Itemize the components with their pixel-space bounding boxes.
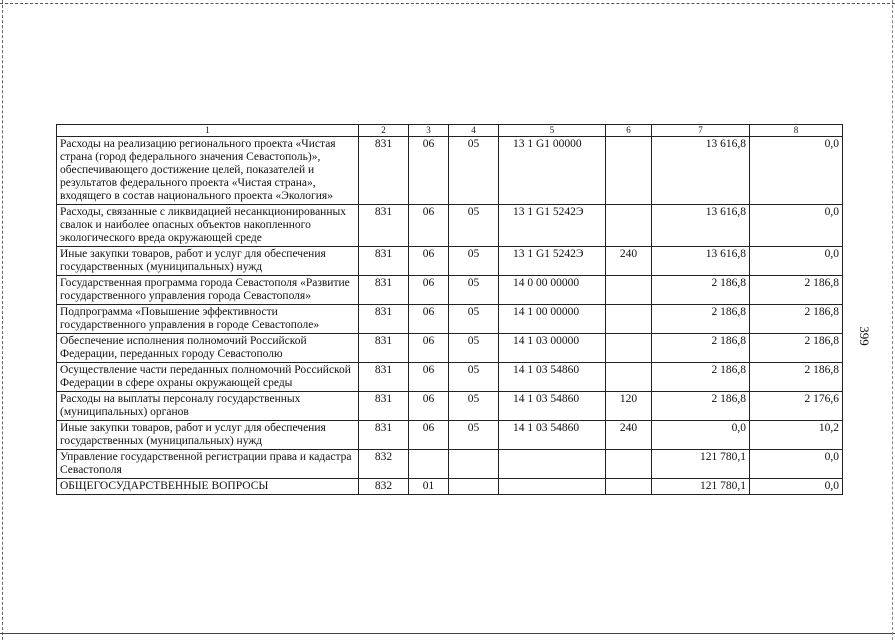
header-cell: 1 <box>57 125 359 137</box>
row-admin-code: 831 <box>359 247 409 276</box>
row-amount-2: 2 186,8 <box>750 276 843 305</box>
row-section: 06 <box>409 247 449 276</box>
page-number: 399 <box>857 326 872 346</box>
scan-edge-bottom <box>0 633 895 634</box>
row-target-code: 14 1 03 54860 <box>499 421 606 450</box>
row-name: Иные закупки товаров, работ и услуг для обеспечения государственных (муниципальных) нужд <box>57 247 359 276</box>
row-expense-type <box>606 479 652 495</box>
table-row <box>57 137 843 205</box>
header-cell: 3 <box>409 125 449 137</box>
row-amount-2: 0,0 <box>750 205 843 247</box>
row-subsection: 05 <box>449 247 499 276</box>
header-cell: 6 <box>606 125 652 137</box>
row-amount-2: 2 186,8 <box>750 334 843 363</box>
row-admin-code: 831 <box>359 334 409 363</box>
row-admin-code: 831 <box>359 137 409 205</box>
row-amount-2: 0,0 <box>750 479 843 495</box>
row-amount-2: 0,0 <box>750 247 843 276</box>
table-row <box>57 276 843 305</box>
row-target-code: 14 1 03 00000 <box>499 334 606 363</box>
header-cell: 2 <box>359 125 409 137</box>
row-subsection: 05 <box>449 421 499 450</box>
row-admin-code: 832 <box>359 479 409 495</box>
row-target-code: 13 1 G1 5242Э <box>499 205 606 247</box>
row-name: Расходы на реализацию регионального проекта «Чистая страна (город федерального значения Севастополь)», обеспечивающего достижение целей, показателей и результатов федерального проекта «Чистая страна», входящего в состав национального проекта «Экология» <box>57 137 359 205</box>
row-amount-2: 0,0 <box>750 450 843 479</box>
row-admin-code: 831 <box>359 205 409 247</box>
row-subsection: 05 <box>449 137 499 205</box>
row-name: Подпрограмма «Повышение эффективности государственного управления в городе Севастополе» <box>57 305 359 334</box>
header-cell: 4 <box>449 125 499 137</box>
row-amount-2: 0,0 <box>750 137 843 205</box>
row-section <box>409 450 449 479</box>
row-subsection: 05 <box>449 305 499 334</box>
row-expense-type <box>606 334 652 363</box>
row-target-code: 14 0 00 00000 <box>499 276 606 305</box>
table-row <box>57 363 843 392</box>
row-amount-1: 13 616,8 <box>652 205 750 247</box>
row-section: 06 <box>409 205 449 247</box>
row-admin-code: 831 <box>359 421 409 450</box>
header-cell: 7 <box>652 125 750 137</box>
scan-edge-right <box>892 0 893 640</box>
row-name: Расходы на выплаты персоналу государственных (муниципальных) органов <box>57 392 359 421</box>
budget-table <box>56 124 843 495</box>
row-subsection: 05 <box>449 363 499 392</box>
row-name: Иные закупки товаров, работ и услуг для обеспечения государственных (муниципальных) нужд <box>57 421 359 450</box>
table-row <box>57 392 843 421</box>
row-expense-type <box>606 137 652 205</box>
row-target-code <box>499 479 606 495</box>
row-amount-1: 0,0 <box>652 421 750 450</box>
row-expense-type <box>606 205 652 247</box>
row-target-code: 13 1 G1 5242Э <box>499 247 606 276</box>
row-name: ОБЩЕГОСУДАРСТВЕННЫЕ ВОПРОСЫ <box>57 479 359 495</box>
row-amount-1: 121 780,1 <box>652 479 750 495</box>
row-amount-1: 2 186,8 <box>652 334 750 363</box>
table-row <box>57 205 843 247</box>
header-cell: 8 <box>750 125 843 137</box>
table-row <box>57 421 843 450</box>
scan-edge-top <box>0 3 895 4</box>
row-amount-2: 2 186,8 <box>750 363 843 392</box>
row-admin-code: 831 <box>359 305 409 334</box>
row-section: 01 <box>409 479 449 495</box>
row-section: 06 <box>409 276 449 305</box>
row-subsection <box>449 479 499 495</box>
row-amount-1: 2 186,8 <box>652 305 750 334</box>
row-amount-1: 2 186,8 <box>652 363 750 392</box>
row-section: 06 <box>409 421 449 450</box>
row-name: Управление государственной регистрации права и кадастра Севастополя <box>57 450 359 479</box>
row-amount-2: 10,2 <box>750 421 843 450</box>
row-target-code: 14 1 03 54860 <box>499 363 606 392</box>
row-expense-type <box>606 276 652 305</box>
row-expense-type <box>606 305 652 334</box>
row-subsection: 05 <box>449 205 499 247</box>
table-row <box>57 450 843 479</box>
row-amount-1: 2 186,8 <box>652 276 750 305</box>
row-amount-1: 121 780,1 <box>652 450 750 479</box>
row-expense-type <box>606 363 652 392</box>
row-admin-code: 831 <box>359 363 409 392</box>
row-admin-code: 831 <box>359 392 409 421</box>
row-name: Обеспечение исполнения полномочий Российской Федерации, переданных городу Севастополю <box>57 334 359 363</box>
scan-edge-left <box>2 0 3 640</box>
row-admin-code: 831 <box>359 276 409 305</box>
row-expense-type: 120 <box>606 392 652 421</box>
row-target-code: 14 1 00 00000 <box>499 305 606 334</box>
row-expense-type: 240 <box>606 421 652 450</box>
row-amount-1: 2 186,8 <box>652 392 750 421</box>
row-subsection: 05 <box>449 334 499 363</box>
row-target-code <box>499 450 606 479</box>
row-expense-type <box>606 450 652 479</box>
row-amount-2: 2 176,6 <box>750 392 843 421</box>
row-name: Осуществление части переданных полномочий Российской Федерации в сфере охраны окружающей среды <box>57 363 359 392</box>
table-row <box>57 479 843 495</box>
table-row <box>57 334 843 363</box>
row-section: 06 <box>409 305 449 334</box>
row-amount-2: 2 186,8 <box>750 305 843 334</box>
row-admin-code: 832 <box>359 450 409 479</box>
row-name: Государственная программа города Севастополя «Развитие государственного управления города Севастополя» <box>57 276 359 305</box>
row-section: 06 <box>409 392 449 421</box>
row-target-code: 13 1 G1 00000 <box>499 137 606 205</box>
row-subsection: 05 <box>449 392 499 421</box>
row-amount-1: 13 616,8 <box>652 137 750 205</box>
row-amount-1: 13 616,8 <box>652 247 750 276</box>
row-subsection <box>449 450 499 479</box>
header-cell: 5 <box>499 125 606 137</box>
row-subsection: 05 <box>449 276 499 305</box>
row-expense-type: 240 <box>606 247 652 276</box>
table-row <box>57 247 843 276</box>
row-section: 06 <box>409 363 449 392</box>
row-target-code: 14 1 03 54860 <box>499 392 606 421</box>
table-row <box>57 305 843 334</box>
row-section: 06 <box>409 137 449 205</box>
table-header-row <box>57 125 843 137</box>
row-name: Расходы, связанные с ликвидацией несанкционированных свалок и наиболее опасных объектов накопленного экологического вреда окружающей среде <box>57 205 359 247</box>
row-section: 06 <box>409 334 449 363</box>
